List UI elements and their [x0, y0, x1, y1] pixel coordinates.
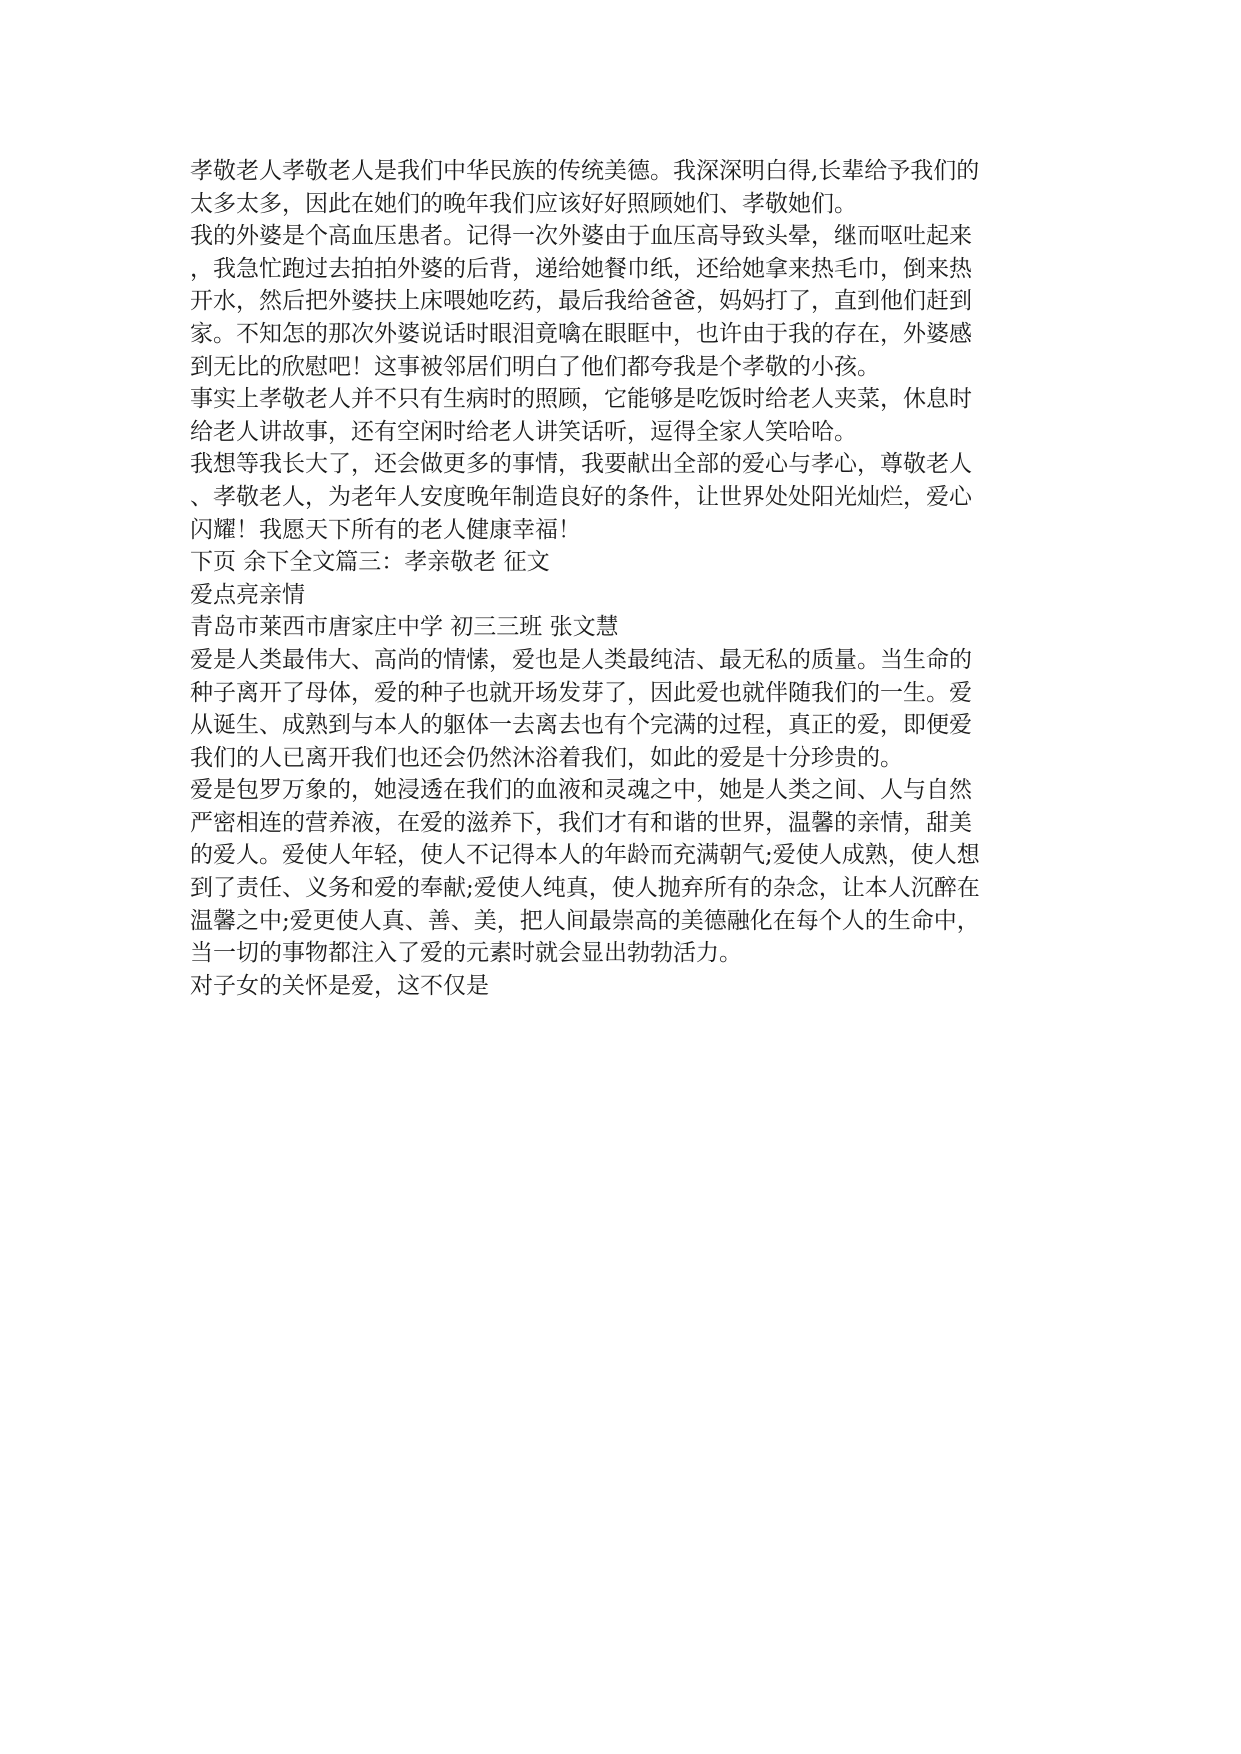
section-title: 爱点亮亲情: [190, 581, 305, 608]
text-line: 对子女的关怀是爱，这不仅是: [190, 972, 489, 999]
text-line: 、孝敬老人，为老年人安度晚年制造良好的条件，让世界处处阳光灿烂，爱心: [190, 483, 972, 510]
text-line: 我的外婆是个高血压患者。记得一次外婆由于血压高导致头晕，继而呕吐起来: [190, 223, 972, 250]
text-line: 家。不知怎的那次外婆说话时眼泪竟噙在眼眶中，也许由于我的存在，外婆感: [190, 320, 972, 347]
text-line: 从诞生、成熟到与本人的躯体一去离去也有个完满的过程，真正的爱，即便爱: [190, 712, 972, 739]
text-line: 到了责任、义务和爱的奉献;爱使人纯真，使人抛弃所有的杂念，让本人沉醉在: [190, 875, 980, 902]
next-page-line: 下页 余下全文篇三：孝亲敬老 征文: [190, 549, 550, 576]
author-line: 青岛市莱西市唐家庄中学 初三三班 张文慧: [190, 614, 619, 641]
document-page: [190, 155, 1060, 1002]
text-line: 事实上孝敬老人并不只有生病时的照顾，它能够是吃饭时给老人夹菜，休息时: [190, 386, 972, 413]
text-line: 闪耀！我愿天下所有的老人健康幸福！: [190, 516, 581, 543]
text-line: 给老人讲故事，还有空闲时给老人讲笑话听，逗得全家人笑哈哈。: [190, 418, 857, 445]
text-line: 爱是人类最伟大、高尚的情愫，爱也是人类最纯洁、最无私的质量。当生命的: [190, 646, 972, 673]
text-line: 种子离开了母体，爱的种子也就开场发芽了，因此爱也就伴随我们的一生。爱: [190, 679, 972, 706]
text-line: 太多太多，因此在她们的晚年我们应该好好照顾她们、孝敬她们。: [190, 190, 857, 217]
text-line: 开水，然后把外婆扶上床喂她吃药，最后我给爸爸，妈妈打了，直到他们赶到: [190, 288, 972, 315]
text-line: 温馨之中;爱更使人真、善、美，把人间最崇高的美德融化在每个人的生命中，: [190, 907, 980, 934]
text-line: 的爱人。爱使人年轻，使人不记得本人的年龄而充满朝气;爱使人成熟，使人想: [190, 842, 980, 869]
text-line: 爱是包罗万象的，她浸透在我们的血液和灵魂之中，她是人类之间、人与自然: [190, 777, 972, 804]
text-line: 当一切的事物都注入了爱的元素时就会显出勃勃活力。: [190, 940, 742, 967]
text-line: ，我急忙跑过去拍拍外婆的后背，递给她餐巾纸，还给她拿来热毛巾，倒来热: [190, 255, 972, 282]
text-line: 我想等我长大了，还会做更多的事情，我要献出全部的爱心与孝心，尊敬老人: [190, 451, 972, 478]
text-line: 到无比的欣慰吧！这事被邻居们明白了他们都夸我是个孝敬的小孩。: [190, 353, 880, 380]
text-line: 我们的人已离开我们也还会仍然沐浴着我们，如此的爱是十分珍贵的。: [190, 744, 903, 771]
text-line: 孝敬老人孝敬老人是我们中华民族的传统美德。我深深明白得,长辈给予我们的: [190, 158, 980, 184]
text-line: 严密相连的营养液，在爱的滋养下，我们才有和谐的世界，温馨的亲情，甜美: [190, 809, 972, 836]
